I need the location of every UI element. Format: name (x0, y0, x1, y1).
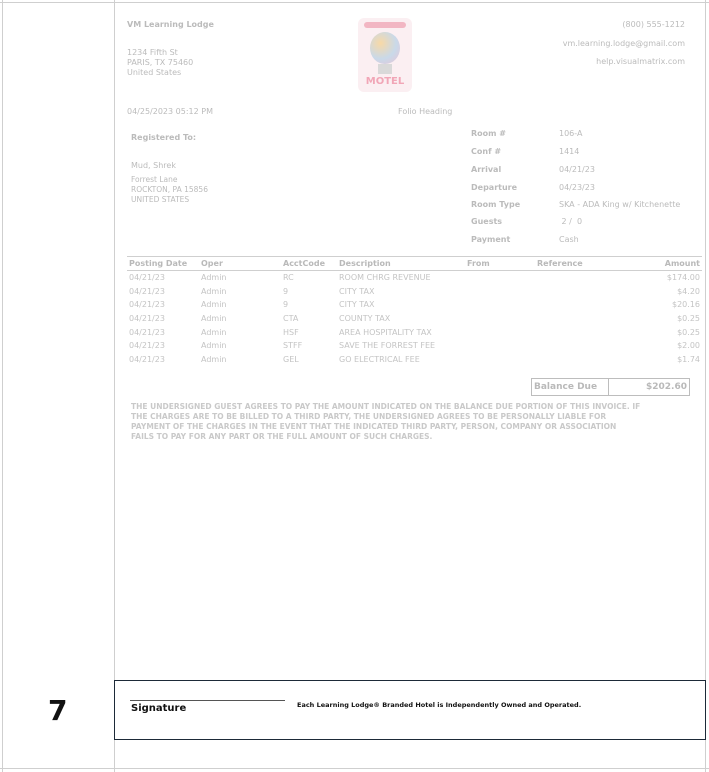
table-cell: $174.00 (666, 273, 700, 283)
balance-due-value: $202.60 (608, 378, 690, 396)
table-cell (535, 298, 629, 312)
detail-label: Payment (471, 235, 511, 244)
column-header: Reference (535, 257, 629, 271)
detail-value: 1414 (559, 147, 580, 156)
lightbulb-icon (370, 32, 400, 64)
table-cell: STFF (283, 341, 303, 351)
table-cell: Admin (201, 300, 227, 310)
table-cell (465, 271, 535, 285)
table-row (127, 298, 702, 312)
balance-due-box (531, 378, 689, 395)
detail-value: 2 / 0 (559, 217, 583, 226)
table-cell: Admin (201, 354, 227, 364)
balance-due-label: Balance Due (531, 378, 609, 396)
table-cell: GO ELECTRICAL FEE (339, 354, 420, 364)
detail-value: SKA - ADA King w/ Kitchenette (559, 200, 681, 209)
frame-left-line (2, 0, 3, 772)
table-cell (465, 285, 535, 299)
table-cell: Admin (201, 327, 227, 337)
table-cell: Admin (201, 273, 227, 283)
table-cell (465, 312, 535, 326)
guest-address-line: Forrest Lane (131, 175, 178, 184)
table-cell (535, 285, 629, 299)
table-row (127, 271, 702, 285)
detail-value: 04/23/23 (559, 183, 595, 192)
table-cell: COUNTY TAX (339, 314, 391, 324)
table-cell: CITY TAX (339, 300, 375, 310)
table-cell (465, 325, 535, 339)
table-cell: 04/21/23 (129, 327, 165, 337)
table-cell (535, 325, 629, 339)
detail-label: Guests (471, 217, 503, 226)
detail-label: Room # (471, 129, 506, 138)
logo-banner (364, 22, 406, 28)
detail-label: Room Type (471, 200, 521, 209)
hotel-email: vm.learning.lodge@gmail.com (562, 39, 685, 48)
table-cell: 04/21/23 (129, 341, 165, 351)
legal-disclaimer: THE UNDERSIGNED GUEST AGREES TO PAY THE AMOUNT INDICATED ON THE BALANCE DUE PORTION OF THIS INVOICE. IF THE CHARGES ARE TO BE BILLED TO A THIRD PARTY, THE UNDERSIGNED AGREES TO BE PERSONALLY LIABLE FOR PAYMENT OF THE CHARGES IN THE EVENT THAT THE INDICATED THIRD PARTY, PERSON, COMPANY OR ASSOCIATION FAILS TO PAY FOR ANY PART OR THE FULL AMOUNT OF SUCH CHARGES. (131, 402, 641, 441)
column-header: Description (337, 257, 465, 271)
detail-label: Departure (471, 183, 518, 192)
table-row (127, 339, 702, 353)
table-cell: Admin (201, 341, 227, 351)
column-header: From (465, 257, 535, 271)
table-cell: $1.74 (677, 354, 700, 364)
signature-footer (114, 680, 706, 740)
guest-name: Mud, Shrek (131, 161, 176, 170)
table-row (127, 285, 702, 299)
charges-table (127, 256, 702, 366)
detail-label: Conf # (471, 147, 502, 156)
table-cell: $2.00 (677, 341, 700, 351)
column-header: AcctCode (281, 257, 337, 271)
table-row (127, 353, 702, 367)
folio-document (115, 0, 705, 770)
table-cell: 9 (283, 286, 289, 296)
table-row (127, 325, 702, 339)
table-cell: $4.20 (677, 286, 700, 296)
table-cell: $0.25 (677, 327, 700, 337)
hotel-website: help.visualmatrix.com (596, 57, 685, 66)
table-cell: RC (283, 273, 294, 283)
detail-value: 04/21/23 (559, 165, 595, 174)
table-cell: CTA (283, 314, 299, 324)
column-header: Amount (629, 257, 702, 271)
table-cell: HSF (283, 327, 299, 337)
table-cell: GEL (283, 354, 299, 364)
detail-value: Cash (559, 235, 579, 244)
hotel-address-line: PARIS, TX 75460 (127, 58, 194, 67)
detail-value: 106-A (559, 129, 583, 138)
table-cell: Admin (201, 314, 227, 324)
signature-line (130, 700, 285, 701)
logo-text: MOTEL (365, 76, 405, 87)
frame-right-line (705, 0, 706, 772)
table-cell: 04/21/23 (129, 314, 165, 324)
hotel-address-line: United States (127, 68, 182, 77)
guest-address-line: ROCKTON, PA 15856 (131, 185, 208, 194)
table-cell (535, 271, 629, 285)
folio-heading: Folio Heading (398, 107, 453, 116)
table-cell: AREA HOSPITALITY TAX (339, 327, 432, 337)
table-cell (535, 353, 629, 367)
step-number: 7 (48, 694, 68, 727)
table-cell: $20.16 (672, 300, 700, 310)
registered-to-label: Registered To: (131, 133, 197, 142)
ownership-note: Each Learning Lodge® Branded Hotel is Independently Owned and Operated. (297, 701, 582, 709)
table-cell (465, 298, 535, 312)
table-header-row (127, 257, 702, 271)
table-cell: $0.25 (677, 314, 700, 324)
hotel-name: VM Learning Lodge (127, 20, 214, 29)
table-cell: CITY TAX (339, 286, 375, 296)
table-cell: 04/21/23 (129, 300, 165, 310)
folio-timestamp: 04/25/2023 05:12 PM (127, 107, 213, 116)
hotel-phone: (800) 555-1212 (622, 20, 685, 29)
table-cell: 04/21/23 (129, 286, 165, 296)
table-cell: 04/21/23 (129, 354, 165, 364)
table-cell: ROOM CHRG REVENUE (339, 273, 431, 283)
motel-logo (358, 18, 412, 92)
table-row (127, 312, 702, 326)
table-cell (465, 339, 535, 353)
table-cell (535, 312, 629, 326)
signature-label: Signature (131, 703, 187, 714)
table-cell: SAVE THE FORREST FEE (339, 341, 436, 351)
lightbulb-base (378, 64, 392, 74)
table-cell: 9 (283, 300, 289, 310)
hotel-address-line: 1234 Fifth St (127, 48, 178, 57)
column-header: Oper (199, 257, 281, 271)
table-cell (465, 353, 535, 367)
guest-address-line: UNITED STATES (131, 195, 190, 204)
table-cell: Admin (201, 286, 227, 296)
table-cell (535, 339, 629, 353)
column-header: Posting Date (127, 257, 199, 271)
table-cell: 04/21/23 (129, 273, 165, 283)
detail-label: Arrival (471, 165, 502, 174)
